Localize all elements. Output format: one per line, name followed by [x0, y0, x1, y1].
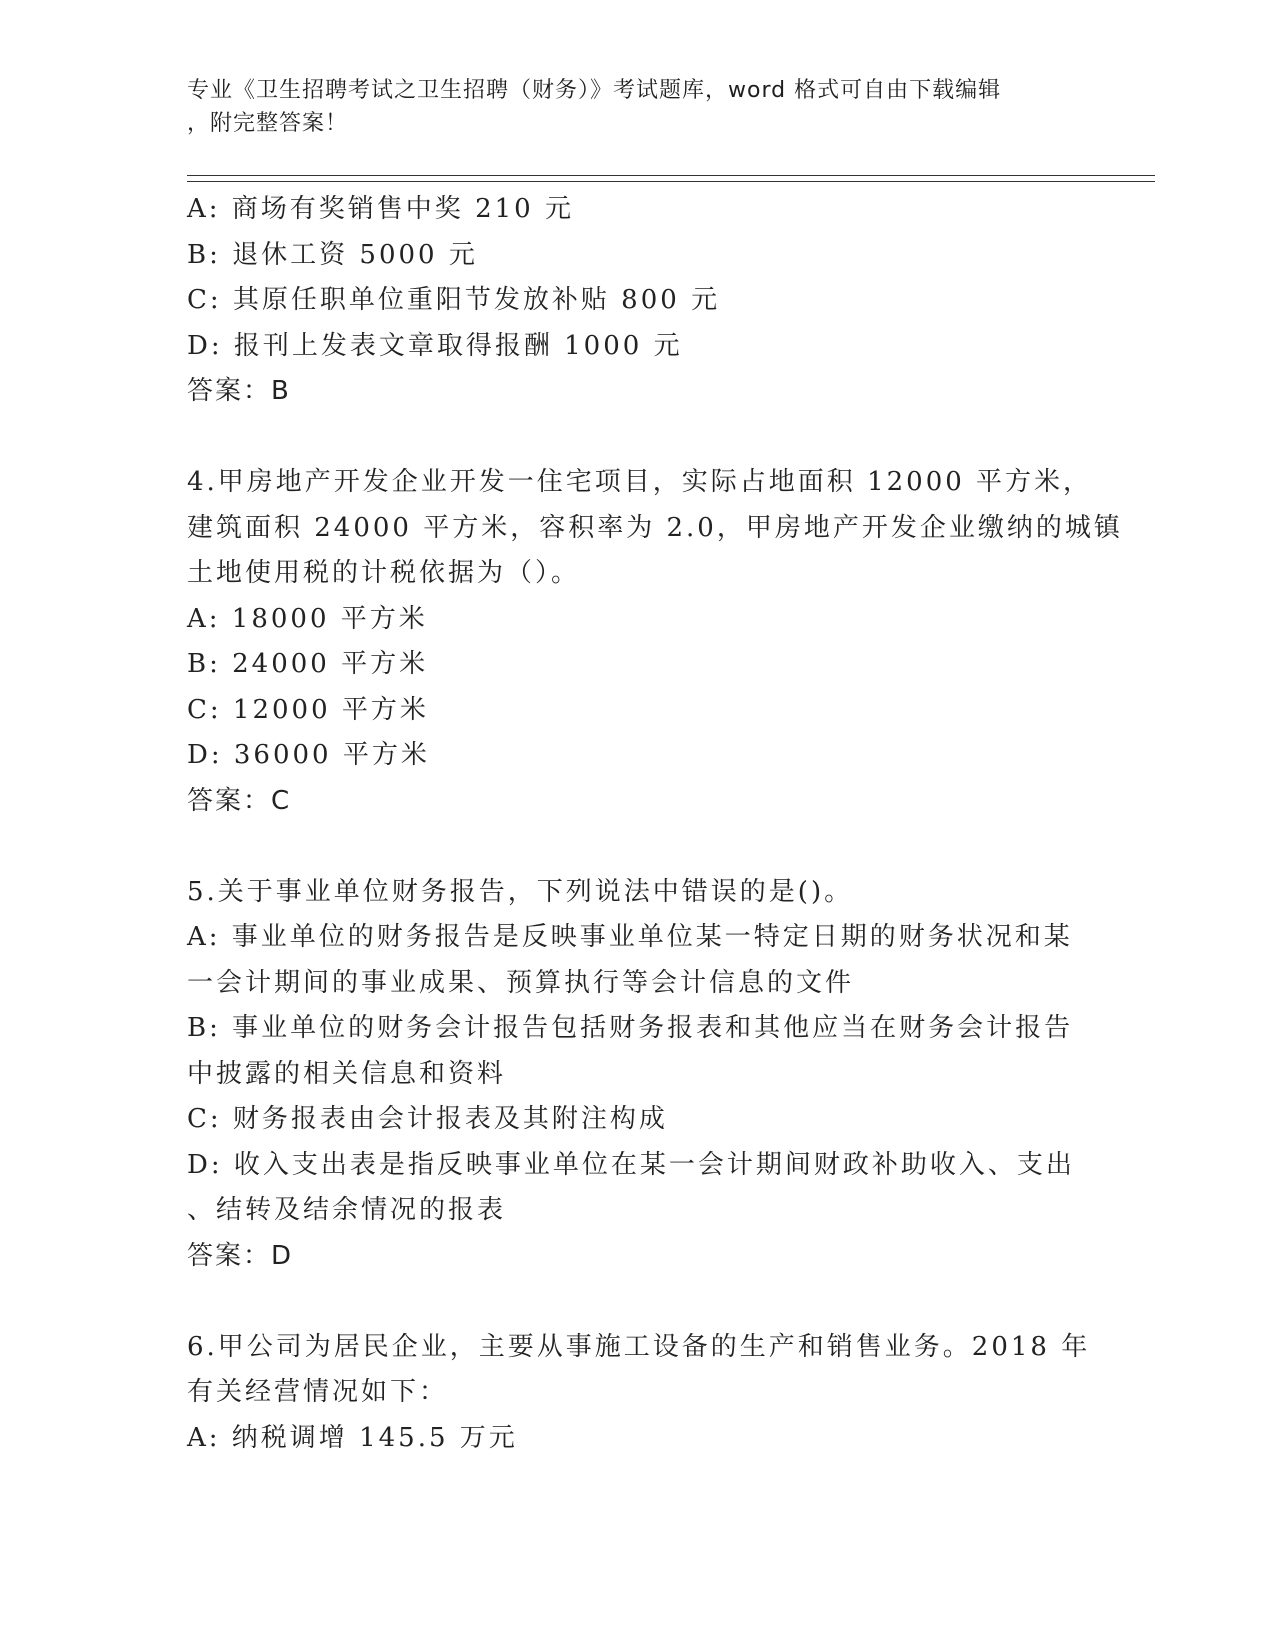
header-line-1: 专业《卫生招聘考试之卫生招聘（财务）》考试题库，word 格式可自由下载编辑: [187, 78, 1002, 103]
header-divider-bottom: [187, 181, 1155, 182]
question-stem-line: 4.甲房地产开发企业开发一住宅项目，实际占地面积 12000 平方米，: [187, 467, 1093, 497]
option-a: A: 商场有奖销售中奖 210 元: [187, 194, 574, 224]
answer-line: 答案：C: [187, 785, 292, 816]
option-d-continued: 、结转及结余情况的报表: [187, 1195, 507, 1225]
question-stem-line: 5.关于事业单位财务报告，下列说法中错误的是()。: [187, 876, 854, 907]
option-b-continued: 中披露的相关信息和资料: [187, 1058, 507, 1089]
option-a-continued: 一会计期间的事业成果、预算执行等会计信息的文件: [187, 967, 855, 998]
question-4: [187, 460, 1123, 824]
question-6: [187, 1325, 1091, 1462]
option-d: D: 报刊上发表文章取得报酬 1000 元: [187, 330, 683, 361]
option-d: D: 36000 平方米: [187, 740, 430, 770]
option-b: B: 退休工资 5000 元: [187, 239, 478, 270]
option-b: B: 24000 平方米: [187, 649, 429, 679]
question-content: [187, 187, 1123, 1461]
option-a: A: 纳税调增 145.5 万元: [187, 1422, 518, 1453]
option-a: A: 事业单位的财务报告是反映事业单位某一特定日期的财务状况和某: [187, 922, 1073, 952]
option-a: A: 18000 平方米: [187, 603, 428, 634]
question-5: [187, 870, 1087, 1280]
question-stem-line: 土地使用税的计税依据为（）。: [187, 558, 581, 588]
option-d: D: 收入支出表是指反映事业单位在某一会计期间财政补助收入、支出: [187, 1149, 1075, 1180]
spacer: [187, 415, 1087, 461]
question-3: [187, 187, 1087, 415]
option-c: C: 其原任职单位重阳节发放补贴 800 元: [187, 285, 721, 315]
option-c: C: 财务报表由会计报表及其附注构成: [187, 1104, 668, 1134]
document-header: [187, 74, 1067, 140]
option-b: B: 事业单位的财务会计报告包括财务报表和其他应当在财务会计报告: [187, 1013, 1074, 1043]
header-divider-top: [187, 175, 1155, 176]
answer-line: 答案：B: [187, 376, 291, 406]
option-c: C: 12000 平方米: [187, 694, 429, 725]
question-stem-line: 建筑面积 24000 平方米，容积率为 2.0，甲房地产开发企业缴纳的城镇: [187, 512, 1123, 543]
header-line-2: ，附完整答案！: [187, 111, 349, 136]
question-stem-line: 6.甲公司为居民企业，主要从事施工设备的生产和销售业务。2018 年: [187, 1331, 1091, 1362]
answer-line: 答案：D: [187, 1240, 294, 1271]
question-stem-line: 有关经营情况如下：: [187, 1377, 449, 1407]
spacer: [187, 824, 1087, 870]
spacer: [187, 1279, 1087, 1325]
